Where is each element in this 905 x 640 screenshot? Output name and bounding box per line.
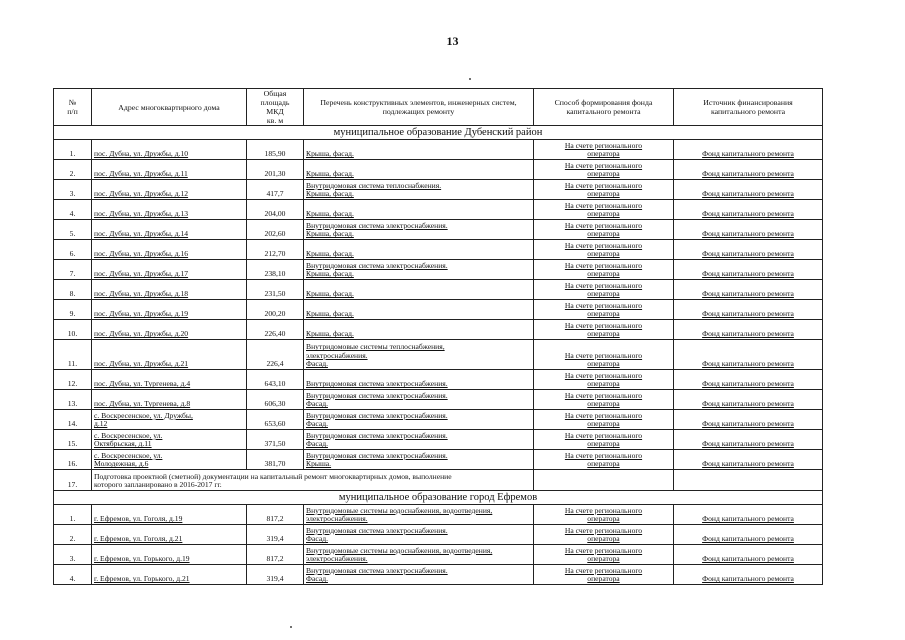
address-cell: г. Ефремов, ул. Горького, д.21	[92, 565, 247, 585]
elements-cell: Крыша, фасад.	[304, 240, 534, 260]
area-cell: 643,10	[247, 370, 304, 390]
method-cell: На счете регионального оператора	[534, 160, 674, 180]
area-cell: 226,40	[247, 320, 304, 340]
area-cell: 319,4	[247, 525, 304, 545]
scan-speck	[469, 78, 471, 80]
method-cell: На счете регионального оператора	[534, 565, 674, 585]
method-cell: На счете регионального оператора	[534, 320, 674, 340]
note-text: Подготовка проектной (сметной) документации на капитальный ремонт многоквартирных домов, выполнение которого запланировано в 2016-2017 гг.	[92, 470, 534, 491]
method-cell: На счете регионального оператора	[534, 545, 674, 565]
header-source	[674, 89, 823, 126]
source-cell: Фонд капитального ремонта	[674, 505, 823, 525]
table-row	[54, 160, 823, 180]
table-row	[54, 340, 823, 370]
source-cell: Фонд капитального ремонта	[674, 545, 823, 565]
source-cell: Фонд капитального ремонта	[674, 180, 823, 200]
row-number: 6.	[54, 240, 92, 260]
area-cell: 606,30	[247, 390, 304, 410]
area-cell: 212,70	[247, 240, 304, 260]
section-title: муниципальное образование Дубенский район	[54, 126, 823, 140]
row-number: 15.	[54, 430, 92, 450]
section-header-row	[54, 126, 823, 140]
row-number: 13.	[54, 390, 92, 410]
area-cell: 204,00	[247, 200, 304, 220]
row-number: 3.	[54, 545, 92, 565]
section-header-row	[54, 491, 823, 505]
elements-cell: Внутридомовая система теплоснабжения. Крыша, фасад.	[304, 180, 534, 200]
elements-cell: Внутридомовая система электроснабжения. Фасад.	[304, 410, 534, 430]
row-number: 10.	[54, 320, 92, 340]
row-number: 1.	[54, 505, 92, 525]
table-row	[54, 300, 823, 320]
row-number: 16.	[54, 450, 92, 470]
table-row	[54, 280, 823, 300]
elements-cell: Внутридомовые системы водоснабжения, водоотведения, электроснабжения.	[304, 545, 534, 565]
elements-cell: Крыша, фасад.	[304, 200, 534, 220]
method-cell: На счете регионального оператора	[534, 525, 674, 545]
address-cell: с. Воскресенское, ул. Дружбы, д.12	[92, 410, 247, 430]
header-source-text: Источник финансирования капитального ремонта	[703, 98, 793, 116]
source-cell: Фонд капитального ремонта	[674, 320, 823, 340]
header-row	[54, 89, 823, 126]
area-cell: 371,50	[247, 430, 304, 450]
address-cell: пос. Дубна, ул. Дружбы, д.14	[92, 220, 247, 240]
elements-cell: Крыша, фасад.	[304, 320, 534, 340]
elements-cell: Внутридомовая система электроснабжения. Фасад.	[304, 525, 534, 545]
header-elements-text: Перечень конструктивных элементов, инженерных систем, подлежащих ремонту	[320, 98, 517, 116]
table-row	[54, 240, 823, 260]
header-area-text: Общая площадь МКД кв. м	[260, 89, 290, 125]
method-cell: На счете регионального оператора	[534, 300, 674, 320]
area-cell: 226,4	[247, 340, 304, 370]
table-row	[54, 545, 823, 565]
address-cell: с. Воскресенское, ул. Молодежная, д.6	[92, 450, 247, 470]
table-row	[54, 410, 823, 430]
source-cell: Фонд капитального ремонта	[674, 200, 823, 220]
row-number: 7.	[54, 260, 92, 280]
area-cell: 200,20	[247, 300, 304, 320]
address-cell: пос. Дубна, ул. Дружбы, д.17	[92, 260, 247, 280]
empty-cell	[534, 470, 674, 491]
method-cell: На счете регионального оператора	[534, 410, 674, 430]
table-row	[54, 180, 823, 200]
method-cell: На счете регионального оператора	[534, 450, 674, 470]
table-row	[54, 200, 823, 220]
area-cell: 231,50	[247, 280, 304, 300]
source-cell: Фонд капитального ремонта	[674, 240, 823, 260]
area-cell: 817,2	[247, 505, 304, 525]
header-num	[54, 89, 92, 126]
area-cell: 381,70	[247, 450, 304, 470]
elements-cell: Крыша, фасад.	[304, 300, 534, 320]
source-cell: Фонд капитального ремонта	[674, 390, 823, 410]
row-number: 4.	[54, 200, 92, 220]
address-cell: пос. Дубна, ул. Дружбы, д.19	[92, 300, 247, 320]
source-cell: Фонд капитального ремонта	[674, 430, 823, 450]
table-row	[54, 505, 823, 525]
header-num-text: № п/п	[67, 98, 78, 116]
area-cell: 319,4	[247, 565, 304, 585]
address-cell: пос. Дубна, ул. Дружбы, д.20	[92, 320, 247, 340]
table-row	[54, 390, 823, 410]
address-cell: пос. Дубна, ул. Тургенева, д.4	[92, 370, 247, 390]
elements-cell: Внутридомовая система электроснабжения.	[304, 370, 534, 390]
address-cell: пос. Дубна, ул. Тургенева, д.8	[92, 390, 247, 410]
source-cell: Фонд капитального ремонта	[674, 280, 823, 300]
source-cell: Фонд капитального ремонта	[674, 410, 823, 430]
area-cell: 653,60	[247, 410, 304, 430]
method-cell: На счете регионального оператора	[534, 260, 674, 280]
row-number: 2.	[54, 160, 92, 180]
method-cell: На счете регионального оператора	[534, 390, 674, 410]
table-row	[54, 370, 823, 390]
source-cell: Фонд капитального ремонта	[674, 220, 823, 240]
source-cell: Фонд капитального ремонта	[674, 370, 823, 390]
source-cell: Фонд капитального ремонта	[674, 565, 823, 585]
method-cell: На счете регионального оператора	[534, 180, 674, 200]
method-cell: На счете регионального оператора	[534, 505, 674, 525]
source-cell: Фонд капитального ремонта	[674, 525, 823, 545]
address-cell: пос. Дубна, ул. Дружбы, д.12	[92, 180, 247, 200]
method-cell: На счете регионального оператора	[534, 370, 674, 390]
address-cell: г. Ефремов, ул. Гоголя, д.21	[92, 525, 247, 545]
area-cell: 238,10	[247, 260, 304, 280]
method-cell: На счете регионального оператора	[534, 240, 674, 260]
area-cell: 202,60	[247, 220, 304, 240]
table-row	[54, 140, 823, 160]
elements-cell: Крыша, фасад.	[304, 280, 534, 300]
row-number: 8.	[54, 280, 92, 300]
elements-cell: Внутридомовая система электроснабжения. Фасад.	[304, 430, 534, 450]
table-row	[54, 565, 823, 585]
table-row	[54, 320, 823, 340]
address-cell: г. Ефремов, ул. Гоголя, д.19	[92, 505, 247, 525]
row-number: 2.	[54, 525, 92, 545]
source-cell: Фонд капитального ремонта	[674, 450, 823, 470]
table-row	[54, 430, 823, 450]
header-area	[247, 89, 304, 126]
area-cell: 817,2	[247, 545, 304, 565]
address-cell: с. Воскресенское, ул. Октябрьская, д.11	[92, 430, 247, 450]
header-method	[534, 89, 674, 126]
elements-cell: Внутридомовая система электроснабжения. Крыша, фасад.	[304, 220, 534, 240]
elements-cell: Внутридомовая система электроснабжения. Фасад.	[304, 390, 534, 410]
address-cell: пос. Дубна, ул. Дружбы, д.11	[92, 160, 247, 180]
table-row	[54, 525, 823, 545]
elements-cell: Крыша, фасад.	[304, 140, 534, 160]
table-row	[54, 260, 823, 280]
header-address: Адрес многоквартирного дома	[92, 89, 247, 126]
section-title: муниципальное образование город Ефремов	[54, 491, 823, 505]
row-number: 17.	[54, 470, 92, 491]
row-number: 9.	[54, 300, 92, 320]
address-cell: г. Ефремов, ул. Горького, д.19	[92, 545, 247, 565]
source-cell: Фонд капитального ремонта	[674, 340, 823, 370]
note-row	[54, 470, 823, 491]
method-cell: На счете регионального оператора	[534, 220, 674, 240]
address-cell: пос. Дубна, ул. Дружбы, д.18	[92, 280, 247, 300]
row-number: 4.	[54, 565, 92, 585]
method-cell: На счете регионального оператора	[534, 340, 674, 370]
row-number: 11.	[54, 340, 92, 370]
table-body	[54, 126, 823, 585]
source-cell: Фонд капитального ремонта	[674, 260, 823, 280]
elements-cell: Внутридомовые системы теплоснабжения, электроснабжения. Фасад.	[304, 340, 534, 370]
elements-cell: Внутридомовая система электроснабжения. Крыша.	[304, 450, 534, 470]
source-cell: Фонд капитального ремонта	[674, 160, 823, 180]
empty-cell	[674, 470, 823, 491]
address-cell: пос. Дубна, ул. Дружбы, д.16	[92, 240, 247, 260]
elements-cell: Внутридомовые системы водоснабжения, водоотведения, электроснабжения.	[304, 505, 534, 525]
row-number: 3.	[54, 180, 92, 200]
area-cell: 185,90	[247, 140, 304, 160]
row-number: 12.	[54, 370, 92, 390]
page-number: 13	[446, 34, 459, 48]
source-cell: Фонд капитального ремонта	[674, 300, 823, 320]
scan-speck	[290, 626, 292, 628]
address-cell: пос. Дубна, ул. Дружбы, д.10	[92, 140, 247, 160]
table-row	[54, 450, 823, 470]
source-cell: Фонд капитального ремонта	[674, 140, 823, 160]
row-number: 1.	[54, 140, 92, 160]
header-elements	[304, 89, 534, 126]
method-cell: На счете регионального оператора	[534, 140, 674, 160]
elements-cell: Внутридомовая система электроснабжения. Фасад.	[304, 565, 534, 585]
row-number: 14.	[54, 410, 92, 430]
repair-program-table	[53, 88, 823, 585]
header-method-text: Способ формирования фонда капитального ремонта	[554, 98, 653, 116]
method-cell: На счете регионального оператора	[534, 280, 674, 300]
elements-cell: Крыша, фасад.	[304, 160, 534, 180]
elements-cell: Внутридомовая система электроснабжения. Крыша, фасад.	[304, 260, 534, 280]
area-cell: 417,7	[247, 180, 304, 200]
method-cell: На счете регионального оператора	[534, 430, 674, 450]
row-number: 5.	[54, 220, 92, 240]
table-row	[54, 220, 823, 240]
area-cell: 201,30	[247, 160, 304, 180]
address-cell: пос. Дубна, ул. Дружбы, д.21	[92, 340, 247, 370]
method-cell: На счете регионального оператора	[534, 200, 674, 220]
address-cell: пос. Дубна, ул. Дружбы, д.13	[92, 200, 247, 220]
